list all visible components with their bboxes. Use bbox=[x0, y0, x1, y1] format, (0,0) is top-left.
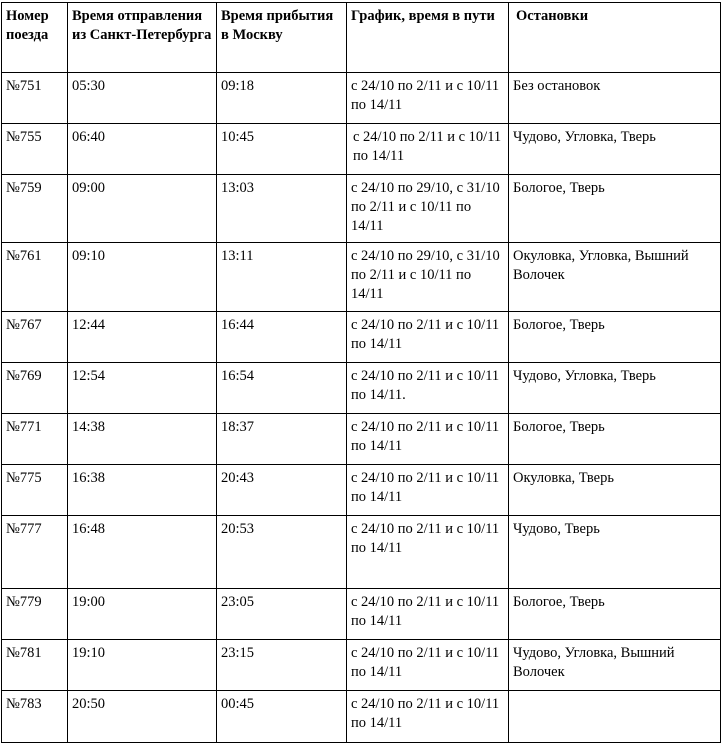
cell-train-number: №767 bbox=[2, 312, 68, 363]
cell-departure-time: 12:54 bbox=[68, 363, 217, 414]
cell-train-number: №779 bbox=[2, 589, 68, 640]
cell-stops: Бологое, Тверь bbox=[509, 175, 721, 243]
cell-arrival-time: 13:11 bbox=[217, 243, 347, 312]
cell-departure-time: 16:48 bbox=[68, 516, 217, 589]
cell-stops: Бологое, Тверь bbox=[509, 414, 721, 465]
cell-stops: Бологое, Тверь bbox=[509, 312, 721, 363]
cell-stops: Чудово, Тверь bbox=[509, 516, 721, 589]
cell-departure-time: 12:44 bbox=[68, 312, 217, 363]
table-row bbox=[2, 414, 721, 465]
table-row bbox=[2, 175, 721, 243]
table-row bbox=[2, 516, 721, 589]
cell-departure-time: 19:10 bbox=[68, 640, 217, 691]
cell-arrival-time: 16:54 bbox=[217, 363, 347, 414]
cell-schedule: с 24/10 по 2/11 и с 10/11 по 14/11. bbox=[347, 363, 509, 414]
cell-train-number: №759 bbox=[2, 175, 68, 243]
cell-train-number: №761 bbox=[2, 243, 68, 312]
cell-stops: Окуловка, Угловка, Вышний Волочек bbox=[509, 243, 721, 312]
cell-schedule: с 24/10 по 2/11 и с 10/11 по 14/11 bbox=[347, 589, 509, 640]
cell-train-number: №755 bbox=[2, 124, 68, 175]
cell-departure-time: 20:50 bbox=[68, 691, 217, 743]
cell-schedule: с 24/10 по 2/11 и с 10/11 по 14/11 bbox=[347, 124, 509, 175]
cell-train-number: №783 bbox=[2, 691, 68, 743]
cell-schedule: с 24/10 по 2/11 и с 10/11 по 14/11 bbox=[347, 414, 509, 465]
table-row bbox=[2, 691, 721, 743]
cell-arrival-time: 10:45 bbox=[217, 124, 347, 175]
cell-arrival-time: 18:37 bbox=[217, 414, 347, 465]
table-row bbox=[2, 363, 721, 414]
cell-schedule: с 24/10 по 2/11 и с 10/11 по 14/11 bbox=[347, 640, 509, 691]
header-train-number: Номер поезда bbox=[2, 3, 68, 73]
table-row bbox=[2, 640, 721, 691]
table-row bbox=[2, 73, 721, 124]
header-row bbox=[2, 3, 721, 73]
cell-stops: Чудово, Угловка, Тверь bbox=[509, 363, 721, 414]
cell-arrival-time: 16:44 bbox=[217, 312, 347, 363]
cell-train-number: №781 bbox=[2, 640, 68, 691]
cell-schedule: с 24/10 по 2/11 и с 10/11 по 14/11 bbox=[347, 691, 509, 743]
cell-arrival-time: 00:45 bbox=[217, 691, 347, 743]
cell-stops: Без остановок bbox=[509, 73, 721, 124]
cell-train-number: №775 bbox=[2, 465, 68, 516]
cell-train-number: №777 bbox=[2, 516, 68, 589]
cell-stops: Чудово, Угловка, Тверь bbox=[509, 124, 721, 175]
header-departure-time: Время отправления из Санкт-Петербурга bbox=[68, 3, 217, 73]
cell-arrival-time: 09:18 bbox=[217, 73, 347, 124]
cell-departure-time: 06:40 bbox=[68, 124, 217, 175]
table-row bbox=[2, 124, 721, 175]
cell-schedule: с 24/10 по 2/11 и с 10/11 по 14/11 bbox=[347, 516, 509, 589]
cell-stops: Чудово, Угловка, Вышний Волочек bbox=[509, 640, 721, 691]
cell-departure-time: 09:00 bbox=[68, 175, 217, 243]
cell-arrival-time: 23:05 bbox=[217, 589, 347, 640]
header-stops: Остановки bbox=[509, 3, 721, 73]
cell-departure-time: 05:30 bbox=[68, 73, 217, 124]
table-row bbox=[2, 243, 721, 312]
table-row bbox=[2, 589, 721, 640]
cell-arrival-time: 20:43 bbox=[217, 465, 347, 516]
cell-train-number: №771 bbox=[2, 414, 68, 465]
cell-arrival-time: 23:15 bbox=[217, 640, 347, 691]
cell-schedule: с 24/10 по 2/11 и с 10/11 по 14/11 bbox=[347, 312, 509, 363]
table-row bbox=[2, 465, 721, 516]
header-arrival-time: Время прибытия в Москву bbox=[217, 3, 347, 73]
cell-departure-time: 19:00 bbox=[68, 589, 217, 640]
table-row bbox=[2, 312, 721, 363]
cell-departure-time: 16:38 bbox=[68, 465, 217, 516]
cell-departure-time: 14:38 bbox=[68, 414, 217, 465]
cell-stops: Окуловка, Тверь bbox=[509, 465, 721, 516]
cell-arrival-time: 20:53 bbox=[217, 516, 347, 589]
cell-departure-time: 09:10 bbox=[68, 243, 217, 312]
header-schedule: График, время в пути bbox=[347, 3, 509, 73]
cell-schedule: с 24/10 по 2/11 и с 10/11 по 14/11 bbox=[347, 465, 509, 516]
cell-train-number: №769 bbox=[2, 363, 68, 414]
cell-schedule: с 24/10 по 29/10, с 31/10 по 2/11 и с 10/11 по 14/11 bbox=[347, 243, 509, 312]
cell-train-number: №751 bbox=[2, 73, 68, 124]
cell-stops: Бологое, Тверь bbox=[509, 589, 721, 640]
cell-schedule: с 24/10 по 2/11 и с 10/11 по 14/11 bbox=[347, 73, 509, 124]
cell-schedule: с 24/10 по 29/10, с 31/10 по 2/11 и с 10/11 по 14/11 bbox=[347, 175, 509, 243]
cell-stops bbox=[509, 691, 721, 743]
cell-arrival-time: 13:03 bbox=[217, 175, 347, 243]
train-schedule-table bbox=[1, 2, 721, 743]
